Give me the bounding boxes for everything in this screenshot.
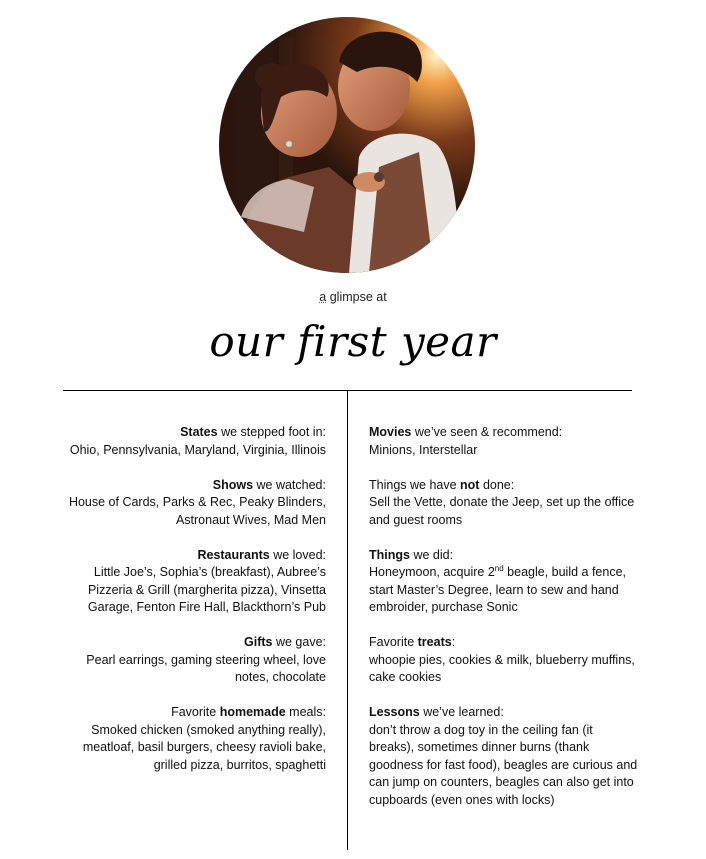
kicker-text: a glimpse at <box>319 290 387 304</box>
things-did-section <box>369 547 639 617</box>
section-body: whoopie pies, cookies & milk, blueberry muffins, cake cookies <box>369 652 635 684</box>
meals-section <box>63 704 326 774</box>
section-body: Pearl earrings, gaming steering wheel, love notes, chocolate <box>86 652 326 684</box>
vertical-divider <box>347 391 348 850</box>
not-done-section <box>369 477 639 530</box>
section-heading: Favorite treats: <box>369 635 456 649</box>
left-column <box>63 424 326 792</box>
right-column <box>369 424 639 827</box>
section-heading: Things we did: <box>369 547 454 562</box>
gifts-section <box>63 634 326 687</box>
section-body: Honeymoon, acquire 2nd beagle, build a fence, start Master’s Degree, learn to sew and hand embroider, purchase Sonic <box>369 563 627 614</box>
section-heading: Things we have not done: <box>369 477 515 492</box>
section-heading: Gifts we gave: <box>244 635 326 649</box>
shows-section <box>63 477 326 530</box>
section-heading: Lessons we’ve learned: <box>369 705 504 719</box>
treats-section <box>369 634 639 687</box>
section-heading: Shows we watched: <box>212 477 326 492</box>
section-heading: Favorite homemade meals: <box>171 705 326 719</box>
section-body: House of Cards, Parks & Rec, Peaky Blinders, Astronaut Wives, Mad Men <box>68 495 326 527</box>
section-body: Smoked chicken (smoked anything really), meatloaf, basil burgers, cheesy ravioli bake, grilled pizza, burritos, spaghetti <box>82 722 326 772</box>
movies-section <box>369 424 639 459</box>
section-body: Sell the Vette, donate the Jeep, set up the office and guest rooms <box>369 495 635 527</box>
restaurants-section <box>63 547 326 617</box>
section-heading: States we stepped foot in: <box>180 425 326 439</box>
couple-photo <box>219 17 475 273</box>
section-body: Ohio, Pennsylvania, Maryland, Virginia, Illinois <box>69 442 326 457</box>
section-body: Little Joe’s, Sophia’s (breakfast), Aubree’s Pizzeria & Grill (margherita pizza), Vinsetta Garage, Fenton Fire Hall, Blackthorn’s Pub <box>87 565 326 614</box>
page-title: our first year <box>209 317 497 366</box>
section-heading: Movies we’ve seen & recommend: <box>369 425 563 439</box>
section-body: don’t throw a dog toy in the ceiling fan (it breaks), sometimes dinner burns (thank goodness for fast food), beagles are curious and can jump on counters, beagles can also get into cupboards (even ones with locks) <box>369 722 638 807</box>
states-section <box>63 424 326 459</box>
lessons-section <box>369 704 639 809</box>
section-heading: Restaurants we loved: <box>197 547 326 562</box>
section-body: Minions, Interstellar <box>369 442 478 457</box>
